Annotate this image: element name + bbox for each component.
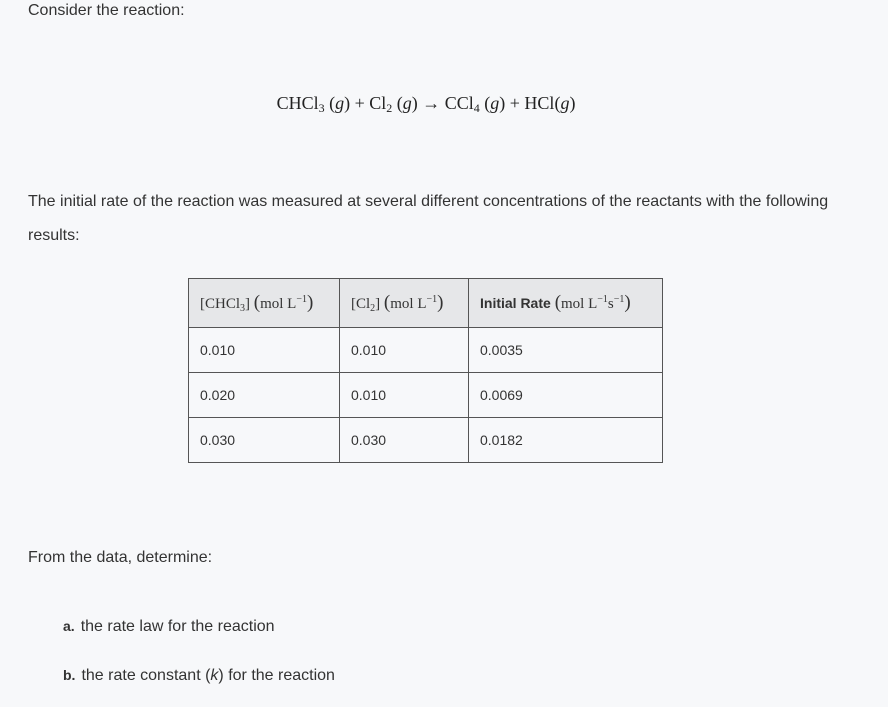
reaction-arrow: → xyxy=(422,93,441,113)
header-initial-rate: Initial Rate (mol $L^{-1}s^{-1}$) xyxy=(469,279,663,328)
cell-chcl3: 0.010 xyxy=(189,328,340,373)
table-header-row xyxy=(189,279,663,328)
reaction-equation: CHCl$_3$ $(g) + Cl_2$ (g) → CCl$_4$ (g) + HCl(g) xyxy=(276,93,576,115)
question-text: the rate law for the reaction xyxy=(80,618,275,635)
question-text-before: the rate constant ( xyxy=(81,667,211,684)
from-data-text: From the data, determine: xyxy=(28,549,213,566)
reactant-chcl3: CHCl$_3$ xyxy=(276,93,325,115)
header-cl2-concentration: $[Cl_2]$ (mol $L^{-1}$) xyxy=(340,279,469,328)
description-paragraph: The initial rate of the reaction was measured at several different concentrations of the reactants with the following results: xyxy=(28,193,829,244)
cell-rate: 0.0035 xyxy=(469,328,663,373)
question-a xyxy=(63,618,275,636)
header-chcl3-concentration: [CHCl$_3$] (mol $L^{-1}$) xyxy=(189,279,340,328)
cell-rate: 0.0182 xyxy=(469,418,663,463)
question-text-after: ) for the reaction xyxy=(218,667,335,684)
cell-chcl3: 0.030 xyxy=(189,418,340,463)
plus-sign: + xyxy=(354,93,365,113)
question-b xyxy=(63,667,335,685)
intro-text: Consider the reaction: xyxy=(28,2,185,19)
cell-rate: 0.0069 xyxy=(469,373,663,418)
table-row xyxy=(189,418,663,463)
plus-sign: + xyxy=(509,93,520,113)
cell-chcl3: 0.020 xyxy=(189,373,340,418)
rate-constant-symbol: k xyxy=(210,667,219,684)
product-hcl: HCl(g) xyxy=(524,93,576,113)
cell-cl2: 0.030 xyxy=(340,418,469,463)
cell-cl2: 0.010 xyxy=(340,328,469,373)
cell-cl2: 0.010 xyxy=(340,373,469,418)
product-ccl4: CCl$_4$ xyxy=(444,93,480,115)
table-row xyxy=(189,373,663,418)
table-row xyxy=(189,328,663,373)
question-label: a. xyxy=(63,618,75,634)
rate-data-table xyxy=(188,278,663,463)
question-label: b. xyxy=(63,667,76,683)
reactant-cl2: $Cl_2$ xyxy=(369,93,393,115)
